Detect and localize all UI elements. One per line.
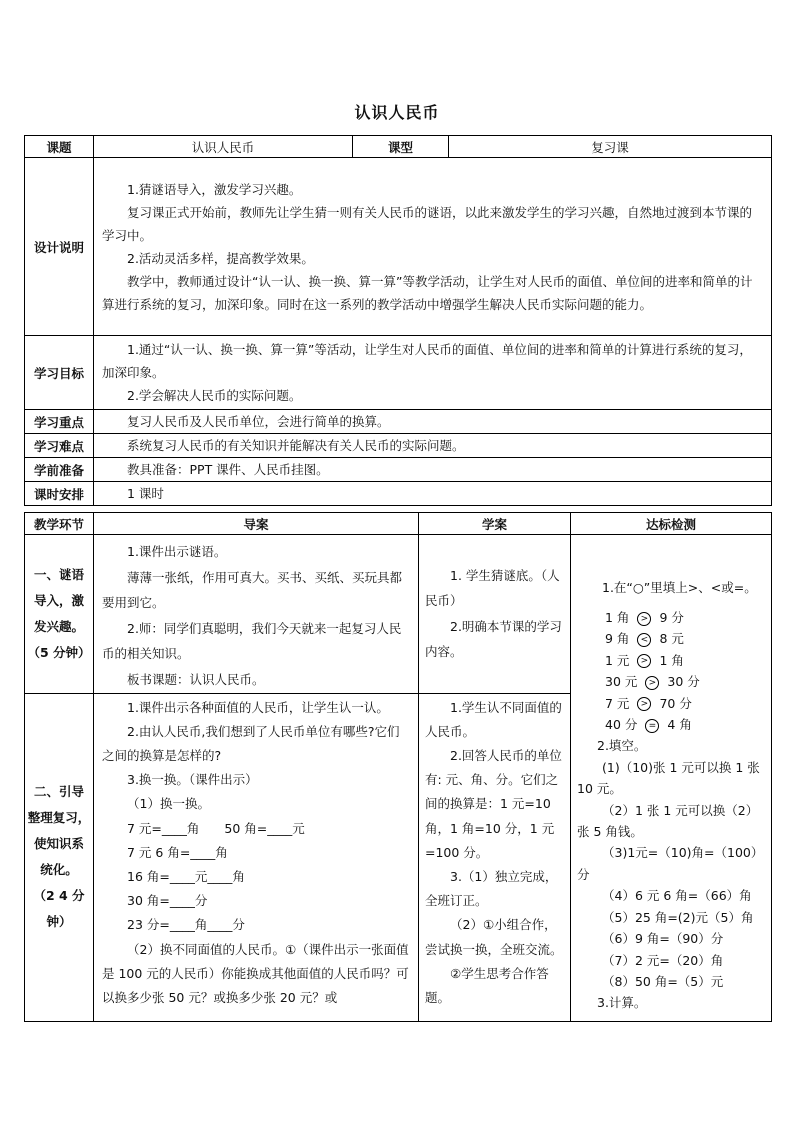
difficulty-content [94, 434, 772, 458]
compare-item [577, 650, 765, 671]
study-line: 1. 学生猜谜底。（人民币） [425, 567, 560, 609]
compare-left: 1 角 [605, 610, 630, 625]
compare-sign-circle: > [637, 654, 651, 668]
fill-item: （8）50 角=（5）元 [602, 973, 724, 989]
study-line: 3.（1）独立完成，全班订正。 [425, 868, 558, 909]
study-line: 2.明确本节课的学习内容。 [425, 618, 562, 660]
topic-label: 课题 [25, 136, 94, 158]
phase1-title-line: 导入，激 [33, 592, 84, 608]
fill-item: （6）9 角=（90）分 [602, 931, 724, 947]
schedule-text: 1 课时 [127, 486, 164, 501]
phase2-title [25, 693, 94, 1021]
header-row [25, 136, 772, 158]
compare-sign-circle: > [637, 612, 651, 626]
compare-right: 9 分 [659, 610, 684, 625]
goals-row [25, 336, 772, 410]
phase2-guide [94, 693, 419, 1021]
guide-line: 2.由认人民币,我们想到了人民币单位有哪些?它们之间的换算是怎样的? [102, 723, 400, 763]
goals-paragraph: 2.学会解决人民币的实际问题。 [127, 388, 302, 403]
phase1-title-line: 发兴趣。 [33, 618, 84, 634]
exercise-line: 7 元=____角 50 角=____元 [127, 820, 305, 836]
compare-sign-circle: > [645, 676, 659, 690]
guide-line: 薄薄一张纸，作用可真大。买书、买纸、买玩具都要用到它。 [102, 569, 403, 611]
phase2-title-line: 整理复习， [27, 810, 91, 826]
type-label: 课型 [353, 136, 449, 158]
schedule-content [94, 482, 772, 506]
design-paragraph: 教学中，教师通过设计“认一认、换一换、算一算”等教学活动，让学生对人民币的面值、单位间的进率和简单的计算进行系统的复习，加深印象。同时在这一系列的教学活动中增强学生解决人民币实际问题的能力。 [102, 273, 753, 312]
compare-left: 1 元 [605, 652, 630, 668]
phase-column-header: 教学环节 [25, 513, 94, 535]
fill-item: （4）6 元 6 角=（66）角 [602, 888, 752, 904]
compare-right: 30 分 [667, 674, 700, 690]
column-header-row [25, 513, 772, 535]
fill-item: （7）2 元=（20）角 [602, 952, 724, 968]
phase1-title-line: 一、谜语 [33, 566, 84, 582]
compare-list [577, 607, 765, 735]
key-row [25, 410, 772, 434]
difficulty-row [25, 434, 772, 458]
design-row [25, 158, 772, 336]
check-content [571, 535, 772, 1022]
study-column-header: 学案 [419, 513, 571, 535]
compare-right: 8 元 [659, 631, 684, 647]
compare-left: 7 元 [605, 695, 630, 711]
prep-row [25, 458, 772, 482]
prep-label: 学前准备 [25, 458, 94, 482]
exercise-line: 23 分=____角____分 [127, 917, 245, 933]
key-label: 学习重点 [25, 410, 94, 434]
guide-column-header: 导案 [94, 513, 419, 535]
compare-item [577, 714, 765, 735]
goals-paragraph: 1.通过“认一认、换一换、算一算”等活动，让学生对人民币的面值、单位间的进率和简单的计算进行系统的复习，加深印象。 [102, 342, 752, 380]
study-line: 2.回答人民币的单位有: 元、角、分。它们之间的换算是：1 元=10 角，1 角=10 分，1 元=100 分。 [425, 747, 562, 860]
study-line: ②学生思考合作答题。 [425, 965, 549, 1005]
compare-sign-circle: = [645, 719, 659, 733]
phase2-title-line: 二、引导 [33, 784, 84, 800]
study-line: 1.学生认不同面值的人民币。 [425, 699, 562, 739]
guide-subheading: （1）换一换。 [127, 796, 210, 812]
compare-sign-circle: > [637, 697, 651, 711]
topic-value: 认识人民币 [94, 136, 353, 158]
schedule-row [25, 482, 772, 506]
design-paragraph: 复习课正式开始前，教师先让学生猜一则有关人民币的谜语，以此来激发学生的学习兴趣，自然地过渡到本节课的学习中。 [102, 204, 753, 243]
phase1-study [419, 535, 571, 694]
goals-content [94, 336, 772, 410]
check-q3: 3.计算。 [597, 995, 647, 1011]
fill-item: （5）25 角=(2)元（5）角 [602, 909, 754, 925]
exercise-line: 30 角=____分 [127, 893, 208, 909]
phase1-guide [94, 535, 419, 694]
check-column-header: 达标检测 [571, 513, 772, 535]
guide-line: 3.换一换。（课件出示） [127, 772, 258, 788]
type-value: 复习课 [449, 136, 772, 158]
guide-line: 1.课件出示各种面值的人民币，让学生认一认。 [127, 699, 389, 715]
schedule-label: 课时安排 [25, 482, 94, 506]
fill-item: （3)1元=（10)角=（100）分 [577, 845, 764, 882]
prep-content [94, 458, 772, 482]
compare-sign-circle: < [637, 633, 651, 647]
guide-line: 板书课题：认识人民币。 [127, 671, 265, 687]
compare-item [577, 628, 765, 649]
guide-line: 2.师：同学们真聪明，我们今天就来一起复习人民币的相关知识。 [102, 620, 402, 662]
design-label: 设计说明 [25, 158, 94, 336]
goals-label: 学习目标 [25, 336, 94, 410]
compare-item [577, 671, 765, 692]
exercise-line: 7 元 6 角=____角 [127, 844, 228, 860]
key-text: 复习人民币及人民币单位，会进行简单的换算。 [127, 414, 390, 429]
fill-item: (1)（10)张 1 元可以换 1 张 10 元。 [577, 759, 760, 797]
fill-item: （2）1 张 1 元可以换（2）张 5 角钱。 [577, 802, 759, 840]
compare-left: 30 元 [605, 674, 638, 690]
compare-right: 1 角 [659, 652, 684, 668]
phase1-title [25, 535, 94, 694]
compare-left: 40 分 [605, 717, 638, 733]
design-content [94, 158, 772, 336]
key-content [94, 410, 772, 434]
check-q2: 2.填空。 [597, 738, 647, 754]
compare-item [577, 607, 765, 628]
check-q1: 1.在“○”里填上>、<或=。 [602, 580, 757, 595]
prep-text: 教具准备：PPT 课件、人民币挂图。 [127, 462, 329, 477]
phase2-title-line: 统化。 [40, 862, 78, 878]
phase2-title-line: （2 4 分 [33, 888, 85, 904]
exercise-line: 16 角=____元____角 [127, 868, 245, 884]
lesson-info-table [24, 135, 772, 506]
difficulty-label: 学习难点 [25, 434, 94, 458]
design-paragraph: 2.活动灵活多样，提高教学效果。 [127, 250, 314, 266]
phase2-title-line: 使知识系 [33, 836, 84, 852]
phase2-title-line: 钟） [46, 914, 72, 930]
compare-left: 9 角 [605, 631, 630, 647]
difficulty-text: 系统复习人民币的有关知识并能解决有关人民币的实际问题。 [127, 438, 465, 453]
guide-line: 1.课件出示谜语。 [127, 544, 227, 559]
compare-item [577, 693, 765, 714]
phase1-row [25, 535, 772, 694]
phase1-title-line: （5 分钟） [27, 644, 91, 660]
study-line: （2）①小组合作，尝试换一换，全班交流。 [425, 917, 563, 957]
page-title: 认识人民币 [354, 103, 440, 122]
compare-right: 70 分 [659, 695, 692, 711]
design-paragraph: 1.猜谜语导入，激发学习兴趣。 [127, 181, 302, 197]
phase2-study [419, 693, 571, 1021]
compare-right: 4 角 [667, 717, 692, 733]
guide-line: （2）换不同面值的人民币。①（课件出示一张面值是 100 元的人民币）你能换成其他面值的人民币吗？可以换多少张 50 元？或换多少张 20 元？或 [102, 941, 409, 1005]
teaching-process-table [24, 512, 772, 1022]
